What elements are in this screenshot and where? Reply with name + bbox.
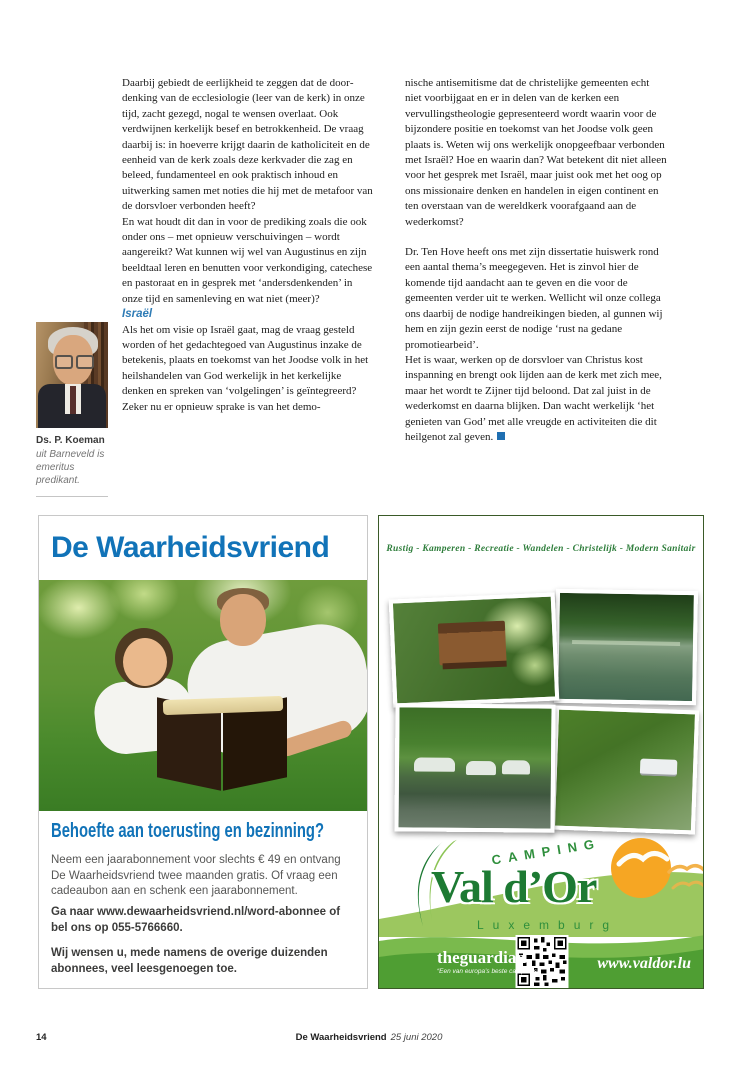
article-paragraph: nische antisemitisme dat de christelijke gemeenten echt niet voorbijgaat en er in delen van de kerken een vervullingstheologie gepresenteerd wordt waarin voor de bijzondere positie en toekomst van het Joodse volk geen plaats is. Weten wij ons werkelijk onopgeefbaar verbonden met Israël? Hoe en waarin dan? Wat betekent dit niet alleen voor het gesprek met Israël, maar juist ook met het oog op ons missionaire denken en handelen in eigen continent en ten overstaan van de wereldkerk voorafgaand aan de wederkomst? (405, 77, 667, 228)
page-number: 14 (36, 1032, 47, 1043)
guardian-logo-block (437, 949, 539, 975)
portrait-tie (70, 386, 76, 414)
chalet-deck (443, 661, 506, 670)
ad-cta-text: Ga naar www.dewaarheidsvriend.nl/word-abonnee of bel ons op 055-5766660. (51, 906, 341, 934)
chalet-shape (438, 621, 506, 666)
camping-ad (378, 515, 704, 989)
article-column-left (122, 76, 374, 415)
valdor-logo (379, 828, 704, 940)
page-footer (0, 1032, 738, 1052)
camping-tagline: Rustig - Kamperen - Recreatie - Wandelen - Christelijk - Modern Sanitair (386, 544, 696, 554)
logo-luxemburg-text: Luxemburg (477, 918, 619, 932)
subscribe-ad (38, 515, 368, 989)
article-paragraph: En wat houdt dit dan in voor de prediking zoals die ook onder ons – met opnieuw verschuivingen – wordt aangereikt? Wat kunnen wij wel van Augustinus en zijn beeldtaal leren en benutten voor verkondiging, catechese en pastoraat en in gesprek met ‘andersdenkenden’ in onze tijd en samenleving en wat niet (meer)? (122, 215, 373, 305)
author-name: Ds. P. Koeman (36, 435, 105, 446)
photo-chalet (389, 592, 560, 707)
photo-river (554, 589, 698, 705)
tent-shape (502, 760, 529, 774)
logo-camping-text: CAMPING (490, 835, 602, 868)
article-column-right (405, 76, 667, 445)
article-paragraph: Als het om visie op Israël gaat, mag de vraag gesteld worden of het gedachtegoed van Augustinus inzake de betekenis, plaats en toekomst van het Joodse volk in het heilshandelen van God werkelijk in het kerkelijke denken en spreken van ‘volgelingen’ is geïntegreerd? Zeker nu er opnieuw sprake is van het demo- (122, 323, 369, 413)
footer-center (0, 1032, 738, 1043)
photo-campsite (394, 703, 555, 832)
end-of-article-square-icon (497, 432, 505, 440)
website-text: www.valdor.lu (597, 955, 691, 972)
author-photo (36, 322, 108, 428)
guardian-quote: “Een van europa’s beste campings” (437, 968, 540, 975)
author-block (36, 322, 108, 497)
caption-divider (36, 496, 108, 497)
logo-name-text: Val d’Or (431, 861, 597, 912)
open-book (157, 698, 289, 786)
ad-closing-text: Wij wensen u, mede namens de overige duizenden abonnees, veel leesgenoegen toe. (51, 947, 328, 975)
guardian-logo: theguardian (437, 948, 526, 967)
brand-title: De Waarheidsvriend (51, 531, 330, 564)
ad-headline: Behoefte aan toerusting en bezinning? (51, 820, 324, 842)
father-head (220, 594, 266, 646)
section-heading-israel: Israël (122, 308, 153, 321)
article-paragraph: Daarbij gebiedt de eerlijkheid te zeggen dat de doordenking van de ecclesiologie (leer van de kerk) in onze tijd, zacht gezegd, nogal te wensen overlaat. Ook verdwijnen kerkelijk besef en betrokkenheid. De vraag daarbij is: in hoeverre krijgt daarin de katholiciteit en de eenheid van de kerk zoals deze kerkvader die zag en beleed, fundamenteel en ook praktisch inhoud en uitwerking samen met noties die hij met de metafoor van de dorsvloer verbonden heeft? (122, 77, 373, 213)
footer-magazine-title: De Waarheidsvriend (295, 1032, 387, 1043)
water-reflection (572, 640, 679, 646)
photo-caravan (551, 706, 699, 835)
article-paragraph-text: Het is waar, werken op de dorsvloer van Christus kost inspanning en brengt ook lijden aan de kerk met zich mee, maar het wordt te Zijner tijd beloond. Dat zal juist in de wederkomst en daarna blijken. Dan wacht werkelijk ‘het genieten van God’ met alle vreugde en activiteiten die dit heilgenot zal geven. (405, 353, 662, 443)
author-bio: uit Barneveld is emeritus predikant. (36, 449, 105, 486)
family-reading-photo (39, 580, 367, 811)
photo-collage (379, 582, 704, 837)
glasses-icon (55, 355, 73, 369)
tent-shape (466, 761, 497, 775)
article-paragraph (405, 353, 667, 445)
article-paragraph: Dr. Ten Hove heeft ons met zijn dissertatie huiswerk rond een aantal thema’s meegegeven. Het is zinvol hier de komende tijd aandacht aan te geven en die voor de gemeenten verder uit te werken. Wellicht wil onze collega ons daarbij de nodige handreikingen bieden, al gunnen wij hem en zijn gezin eerst de nodige ‘rust na gedane promotiearbeid’. (405, 246, 663, 351)
glasses-icon (76, 355, 94, 369)
green-footer-band (379, 935, 704, 988)
sun-birds-icon (605, 828, 704, 904)
tent-shape (414, 758, 455, 772)
girl-head (123, 638, 167, 686)
caravan-shape (640, 759, 677, 777)
footer-date: 25 juni 2020 (390, 1032, 443, 1043)
ad-body-text: Neem een jaarabonnement voor slechts € 49 en ontvang De Waarheidsvriend twee maanden gratis. Of vraag een cadeaubon aan en schenk een jaarabonnement. (51, 854, 341, 897)
